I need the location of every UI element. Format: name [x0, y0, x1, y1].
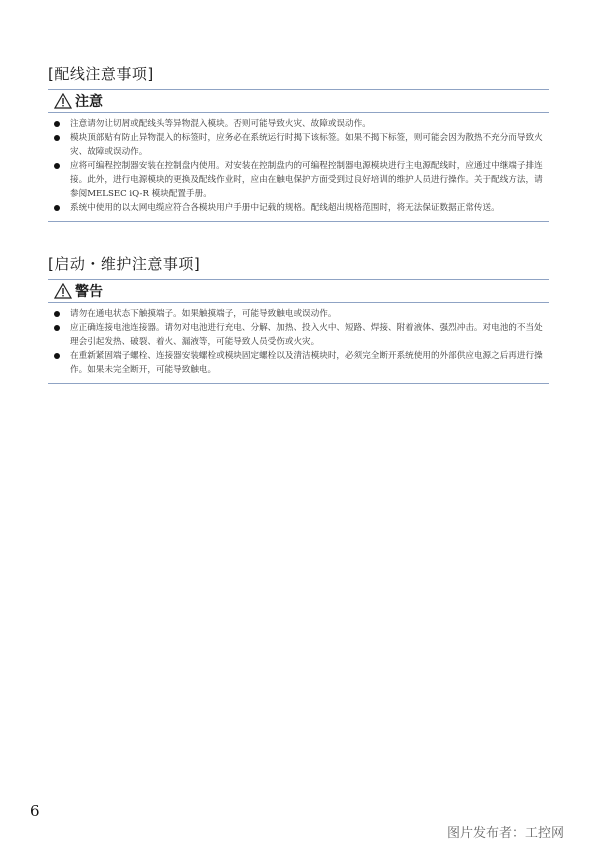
- list-item: 在重新紧固端子螺栓、连接器安装螺栓或模块固定螺栓以及清洁模块时，必须完全断开系统使用的外部供应电源之后再进行操作。如果未完全断开，可能导致触电。: [48, 349, 549, 377]
- warning-list: [48, 303, 549, 384]
- caution-title: 注意: [75, 94, 103, 110]
- warning-triangle-icon: [54, 93, 72, 109]
- list-item: 注意请勿让切屑或配线头等异物混入模块。否则可能导致火灾、故障或误动作。: [48, 117, 549, 131]
- list-item: 应将可编程控制器安装在控制盘内使用。对安装在控制盘内的可编程控制器电源模块进行主电源配线时，应通过中继端子排连接。此外，进行电源模块的更换及配线作业时，应由在触电保护方面受到过良好培训的维护人员进行操作。关于配线方法，请参阅MELSEC iQ-R 模块配置手册。: [48, 159, 549, 201]
- list-item: 应正确连接电池连接器。请勿对电池进行充电、分解、加热、投入火中、短路、焊接、附着液体、强烈冲击。对电池的不当处理会引起发热、破裂、着火、漏液等，可能导致人员受伤或火灾。: [48, 321, 549, 349]
- image-credit: 图片发布者：工控网: [446, 826, 564, 841]
- list-item: 请勿在通电状态下触摸端子。如果触摸端子，可能导致触电或误动作。: [48, 307, 549, 321]
- page-number: 6: [30, 802, 40, 820]
- warning-title: 警告: [75, 284, 103, 300]
- caution-list: [48, 113, 549, 222]
- section-title-wiring: [配线注意事项]: [48, 65, 154, 83]
- list-item: 模块顶部贴有防止异物混入的标签时，应务必在系统运行时揭下该标签。如果不揭下标签，则可能会因为散热不充分而导致火灾、故障或误动作。: [48, 131, 549, 159]
- caution-header: [48, 89, 549, 113]
- list-item: 系统中使用的以太网电缆应符合各模块用户手册中记载的规格。配线超出规格范围时，将无法保证数据正常传送。: [48, 201, 549, 215]
- caution-box-wiring: [48, 89, 549, 222]
- warning-header: [48, 279, 549, 303]
- section-title-startup-maintenance: [启动・维护注意事项]: [48, 255, 201, 273]
- warning-box-startup: [48, 279, 549, 384]
- warning-triangle-icon: [54, 283, 72, 299]
